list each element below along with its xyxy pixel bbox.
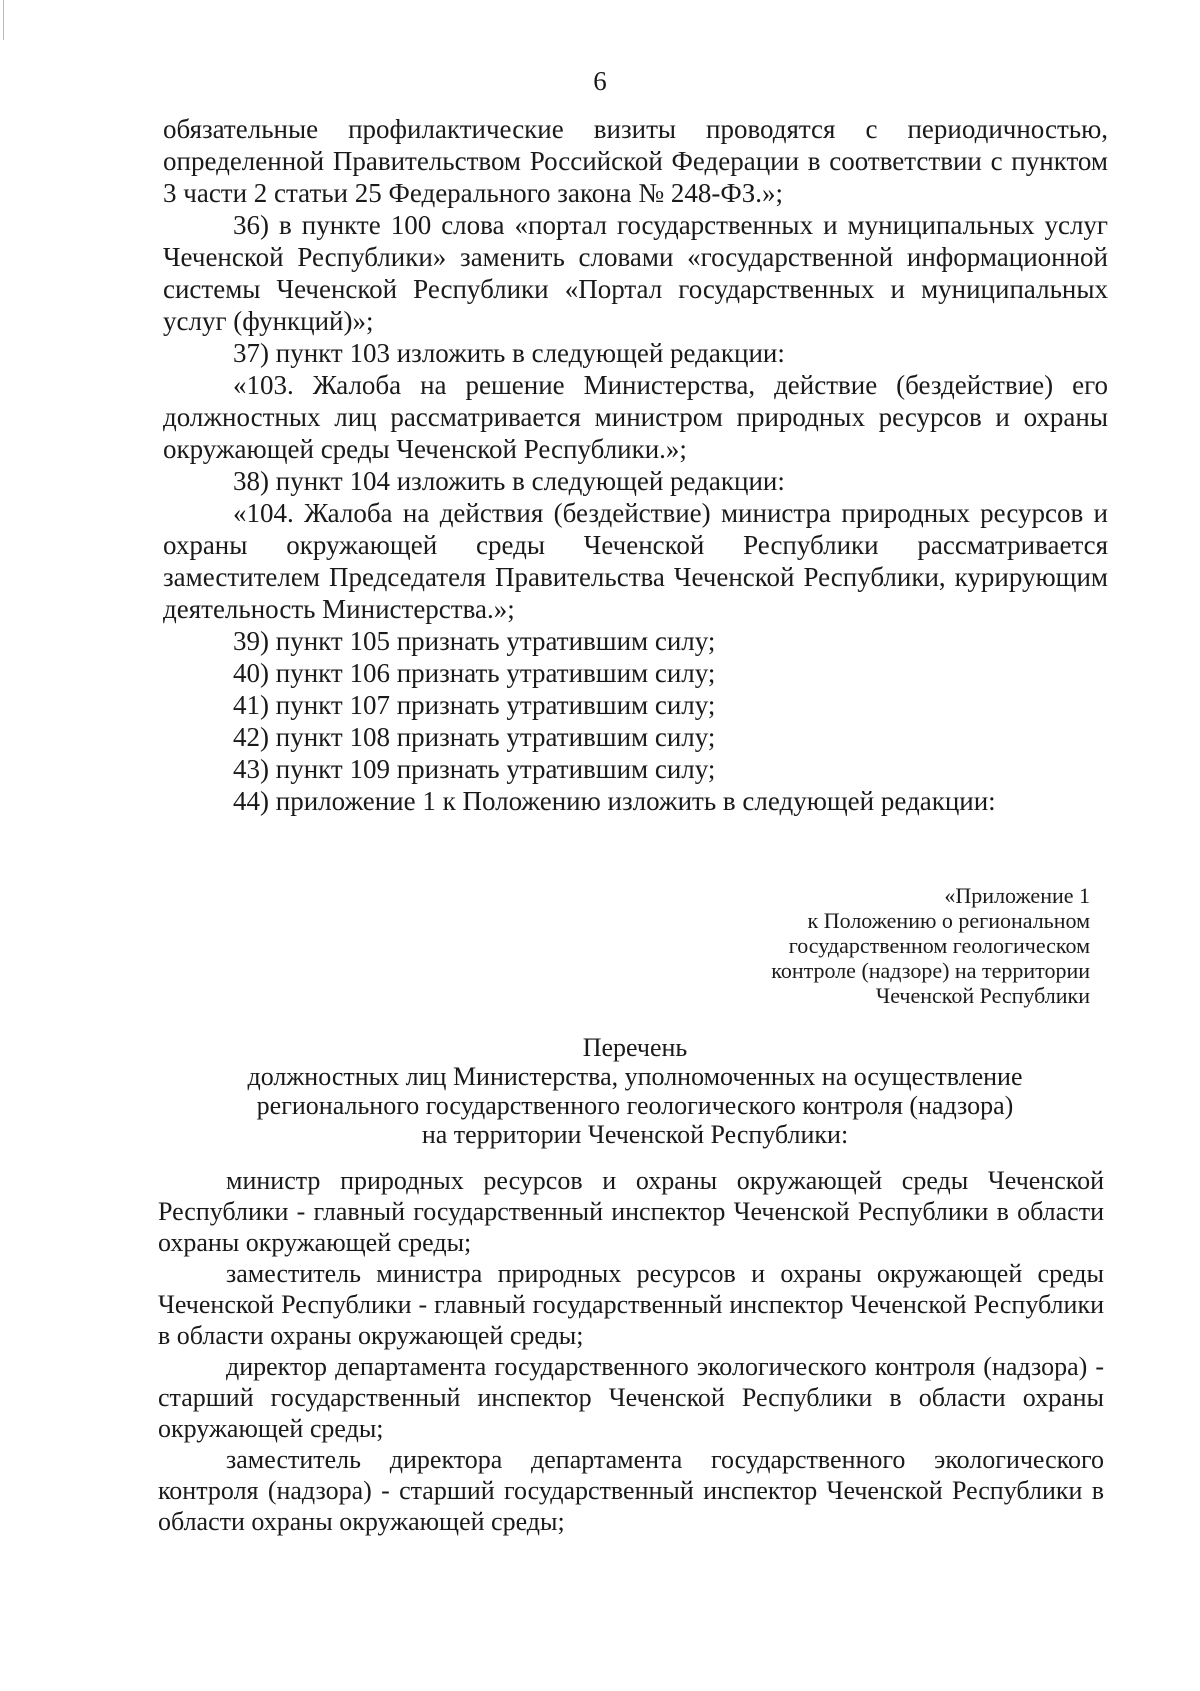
appendix-line: «Приложение 1 — [944, 883, 1090, 908]
list-item: министр природных ресурсов и охраны окружающей среды Чеченской Республики - главный государственный инспектор Чеченской Республики в области охраны окружающей среды; — [158, 1166, 1104, 1257]
list-title-line: на территории Чеченской Республики: — [421, 1120, 849, 1149]
paragraph-continuation: обязательные профилактические визиты проводятся с периодичностью, определенной Правительством Российской Федерации в соответствии с пунктом 3 части 2 статьи 25 Федерального закона № 248-ФЗ.»; — [163, 114, 1108, 208]
paragraph-item-39: 39) пункт 105 признать утратившим силу; — [233, 626, 716, 656]
list-item: заместитель директора департамента государственного экологического контроля (надзора) - старший государственный инспектор Чеченской Республики в области охраны окружающей среды; — [158, 1445, 1104, 1536]
list-title-line: регионального государственного геологического контроля (надзора) — [256, 1091, 1014, 1120]
appendix-line: к Положению о региональном — [807, 908, 1090, 933]
page-number: 6 — [593, 66, 607, 96]
appendix-header — [670, 883, 1090, 1008]
amendments-text — [163, 113, 1108, 817]
list-item: заместитель министра природных ресурсов и охраны окружающей среды Чеченской Республики - главный государственный инспектор Чеченской Республики в области охраны окружающей среды; — [158, 1259, 1104, 1350]
paragraph-item-41: 41) пункт 107 признать утратившим силу; — [233, 690, 716, 720]
list-title — [160, 1033, 1110, 1149]
list-title-line: Перечень — [582, 1033, 688, 1062]
scan-edge-line — [3, 0, 4, 40]
list-title-line: должностных лиц Министерства, уполномоченных на осуществление — [247, 1062, 1023, 1091]
paragraph-point-104: «104. Жалоба на действия (бездействие) министра природных ресурсов и охраны окружающей среды Чеченской Республики рассматривается заместителем Председателя Правительства Чеченской Республики, курирующим деятельность Министерства.»; — [163, 498, 1108, 624]
paragraph-item-36: 36) в пункте 100 слова «портал государственных и муниципальных услуг Чеченской Республики» заменить словами «государственной информационной системы Чеченской Республики «Портал государственных и муниципальных услуг (функций)»; — [163, 210, 1108, 336]
paragraph-item-44: 44) приложение 1 к Положению изложить в следующей редакции: — [233, 786, 996, 816]
appendix-line: контроле (надзоре) на территории — [771, 958, 1090, 983]
officials-list — [158, 1165, 1104, 1537]
paragraph-point-103: «103. Жалоба на решение Министерства, действие (бездействие) его должностных лиц рассматривается министром природных ресурсов и охраны окружающей среды Чеченской Республики.»; — [163, 370, 1108, 464]
paragraph-item-42: 42) пункт 108 признать утратившим силу; — [233, 722, 716, 752]
paragraph-item-38: 38) пункт 104 изложить в следующей редакции: — [233, 466, 785, 496]
paragraph-item-43: 43) пункт 109 признать утратившим силу; — [233, 754, 716, 784]
appendix-line: государственном геологическом — [788, 933, 1090, 958]
list-item: директор департамента государственного экологического контроля (надзора) - старший государственный инспектор Чеченской Республики в области охраны окружающей среды; — [158, 1352, 1104, 1443]
paragraph-item-37: 37) пункт 103 изложить в следующей редакции: — [233, 338, 785, 368]
appendix-line: Чеченской Республики — [875, 983, 1090, 1008]
paragraph-item-40: 40) пункт 106 признать утратившим силу; — [233, 658, 716, 688]
